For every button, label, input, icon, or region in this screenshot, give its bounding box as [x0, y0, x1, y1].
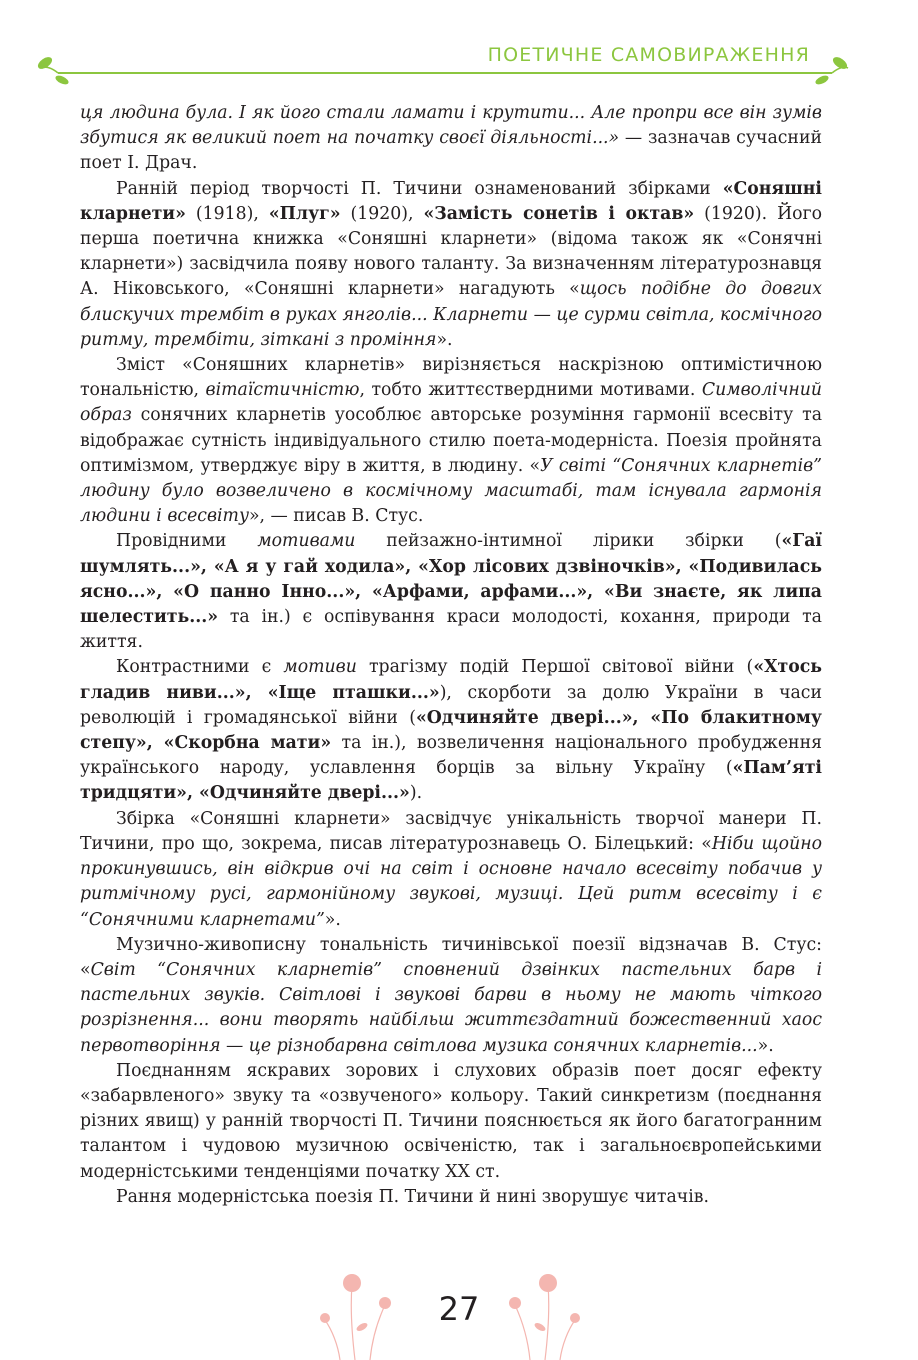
bold-run: «Замість сонетів і октав»	[423, 203, 695, 224]
text-run: Контрастними є	[116, 657, 284, 678]
text-run: , тобто життєствердними мотивами.	[359, 380, 702, 401]
bold-run: «Гаї шумлять...», «А я у гай ходила», «Хор лісових дзвіночків», «Подивилась ясно...», «О панно Інно...», «Арфами, арфами...», «Ви знаєте, як липа шелестить...»	[80, 531, 822, 628]
italic-run: Світ “Сонячних кларнетів” сповнений дзвінких пастельних барв і пастельних звуків. Світлові і звукові барви в ньому не мають чіткого розрізнення... вони творять найбільш життєздатний божественний хаос первотворіння — це різнобарвна світлова музика сонячних кларнетів...	[80, 959, 822, 1056]
text-run: (1920),	[340, 203, 424, 224]
paragraph	[80, 655, 822, 806]
text-run: ».	[757, 1035, 774, 1056]
bold-run: «Плуг»	[268, 203, 341, 224]
paragraph	[80, 933, 822, 1059]
text-run: (1918),	[185, 203, 269, 224]
text-run: (1920). Його перша поетична книжка «Соняшні кларнети» (відома також як «Сонячні кларнети») засвідчила появу нового таланту. За визначенням літературознавця А. Ніковського, «Соняшні кларнети» нагадують «	[80, 203, 822, 300]
text-run: Ранній період творчості П. Тичини ознаменований збірками	[116, 178, 723, 199]
italic-run: мотивами	[257, 531, 356, 552]
italic-run: Символічний образ	[80, 380, 822, 426]
running-header-title: ПОЕТИЧНЕ САМОВИРАЖЕННЯ	[487, 44, 810, 66]
text-run: та ін.) є оспівування краси молодості, кохання, природи та життя.	[80, 607, 822, 653]
text-run: — зазначав сучасний поет І. Драч.	[80, 128, 822, 174]
paragraph	[80, 353, 822, 529]
text-run: ».	[436, 329, 453, 350]
text-run: трагізму подій Першої світової війни (	[356, 657, 754, 678]
text-run: сонячних кларнетів уособлює авторське розуміння гармонії всесвіту та відображає сутність індивідуального стилю поета-модерніста. Поезія пройнята оптимізмом, утверджує віру в життя, в людину. «	[80, 405, 822, 476]
paragraph	[80, 807, 822, 933]
italic-run: мотиви	[283, 657, 357, 678]
paragraph	[80, 529, 822, 655]
text-run: Збірка «Соняшні кларнети» засвідчує унікальність творчої манери П. Тичини, про що, зокрема, писав літературознавець О. Білецький: «	[80, 808, 822, 854]
italic-run: У світі “Сонячних кларнетів” людину було возвеличено в космічному масштабі, там існувала гармонія людини і всесвіту	[80, 455, 823, 527]
main-text	[80, 101, 822, 1210]
text-run: пейзажно-інтимної лірики збірки (	[355, 531, 782, 552]
italic-run: Ніби щойно прокинувшись, він відкрив очі на світ і основне начало всесвіту побачив у ритмічному русі, гармонійному звукові, музиці. Цей ритм всесвіту і є “Сонячними кларнетами”	[80, 833, 822, 930]
text-run: та ін.), возвеличення національного пробудження українського народу, уславлення борців за вільну Україну (	[80, 733, 822, 779]
bold-run: «Одчиняйте двері...», «По блакитному степу», «Скорбна мати»	[80, 707, 822, 754]
bold-run: «Хтось гладив ниви...», «Іще пташки...»	[80, 657, 823, 703]
text-run: Зміст «Соняшних кларнетів» вирізняється наскрізною оптимістичною тональністю,	[80, 355, 822, 401]
italic-run: щось подібне до довгих блискучих трембіт в руках янголів... Кларнети — це сурми світла, космічного ритму, трембіти, зіткані з проміння	[80, 279, 822, 350]
italic-run: вітаїстичністю	[205, 380, 360, 401]
bold-run: «Соняшні кларнети»	[80, 178, 822, 224]
bold-run: «Пам’яті тридцяти», «Одчиняйте двері...»	[80, 758, 822, 804]
paragraph	[80, 101, 822, 177]
text-run: Провідними	[116, 531, 258, 552]
text-run: Поєднанням яскравих зорових і слухових образів поет досяг ефекту «забарвленого» звуку та «озвученого» кольору. Такий синкретизм (поєднання різних явищ) у ранній творчості П. Тичини пояснюється як його багатогранним талантом і чудовою музичною освіченістю, так і загальноєвропейськими модерністськими тенденціями початку ХХ ст.	[80, 1060, 822, 1182]
text-run: Музично-живописну тональність тичинівської поезії відзначав В. Стус: «	[80, 934, 822, 980]
text-run: ».	[324, 909, 341, 930]
text-run: Рання модерністська поезія П. Тичини й нині зворушує читачів.	[116, 1186, 709, 1207]
paragraph	[80, 177, 822, 353]
text-run: ).	[409, 783, 423, 804]
page-number: 27	[438, 1290, 480, 1328]
text-run: », — писав В. Стус.	[248, 506, 424, 527]
paragraph	[80, 1185, 822, 1210]
text-run: ), скорботи за долю України в часи революцій і громадянської війни (	[80, 682, 822, 728]
italic-run: ця людина була. І як його стали ламати і крутити... Але пропри все він зумів збутися як великий поет на початку своєї діяльності...»	[80, 103, 822, 149]
paragraph	[80, 1059, 822, 1185]
